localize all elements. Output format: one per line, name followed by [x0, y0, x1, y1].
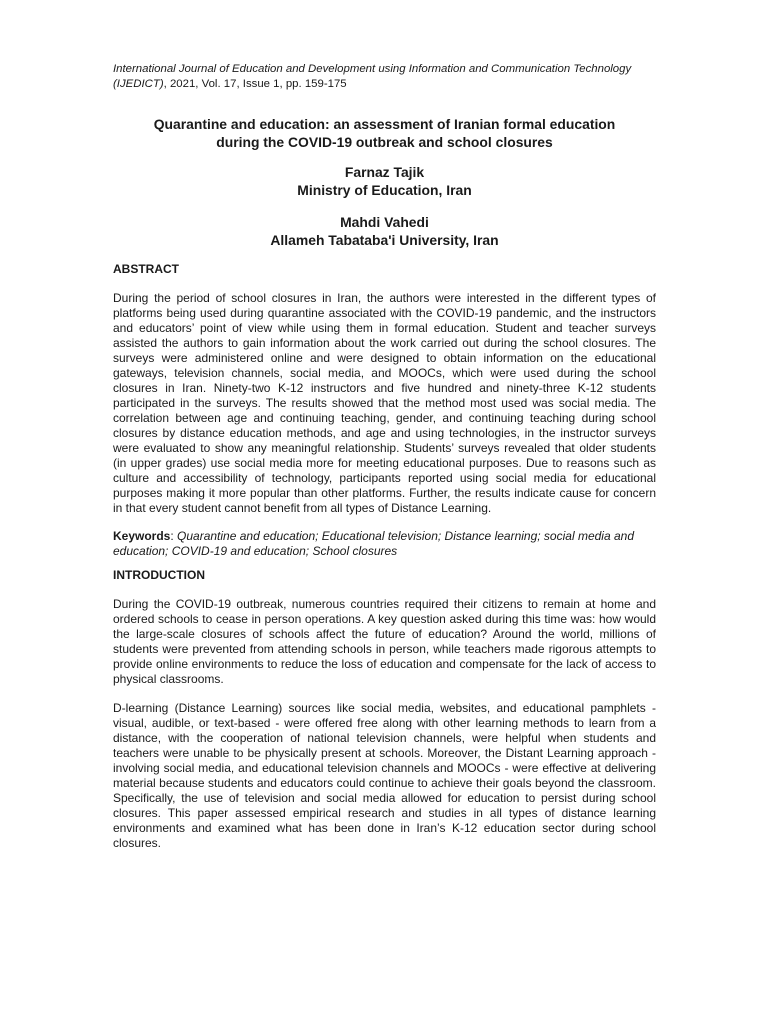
abstract-heading: ABSTRACT — [113, 262, 179, 276]
author-name: Farnaz Tajik — [344, 164, 425, 180]
keywords-list: Quarantine and education; Educational television; Distance learning; social media and education; COVID-19 and education; School closures — [113, 529, 634, 558]
paper-title — [113, 115, 656, 151]
introduction-paragraph-2: D-learning (Distance Learning) sources like social media, websites, and educational pamphlets - visual, audible, or text-based - were offered free along with other learning methods to learn from a distance, with the cooperation of national television channels, were helpful when students and teachers were unable to be physically present at schools. Moreover, the Distant Learning approach - involving social media, and educational television channels and MOOCs - were effective at delivering material because students and educators could continue to achieve their goals beyond the classroom. Specifically, the use of television and social media allowed for education to persist during school closures. This paper assessed empirical research and studies in all types of distance learning environments and examined what has been done in Iran’s K-12 education sector during school closures. — [113, 701, 656, 850]
keywords-separator: : — [170, 529, 178, 543]
abstract-text: During the period of school closures in Iran, the authors were interested in the different types of platforms being used during quarantine associated with the COVID-19 pandemic, and the instructors and educators’ point of view while using them in formal education. Student and teacher surveys assisted the authors to gain information about the work carried out during the school closures. The surveys were administered online and were designed to obtain information on the educational gateways, television channels, social media, and MOOCs, which were used during the school closures in Iran. Ninety-two K-12 instructors and five hundred and ninety-three K-12 students participated in the surveys. The results showed that the method most used was social media. The correlation between age and continuing teaching, gender, and continuing teaching during school closures by distance education methods, and age and using technologies, in the instructor surveys were evaluated to show any meaningful relationship. Students’ surveys revealed that older students (in upper grades) use social media more for meeting educational purposes. Due to reasons such as culture and accessibility of technology, participants reported using social media for educational purposes making it more popular than other platforms. Further, the results indicate cause for concern in that every student cannot benefit from all types of Distance Learning. — [113, 291, 656, 515]
paper-title-line-1: Quarantine and education: an assessment of Iranian formal education — [153, 116, 616, 132]
author-block-2 — [113, 213, 656, 249]
journal-name: International Journal of Education and Development using Information and Communication Technology (IJEDICT) — [113, 63, 632, 90]
keywords-label: Keywords — [113, 529, 171, 543]
journal-header — [113, 62, 656, 91]
journal-citation: , 2021, Vol. 17, Issue 1, pp. 159-175 — [163, 77, 347, 90]
introduction-paragraph-1: During the COVID-19 outbreak, numerous countries required their citizens to remain at home and ordered schools to cease in person operations. A key question asked during this time was: how would the large-scale closures of schools affect the future of education? Around the world, millions of students were prevented from attending schools in person, while teachers made rigorous attempts to provide online environments to reduce the loss of education and compensate for the lack of access to physical classrooms. — [113, 597, 656, 686]
paper-title-line-2: during the COVID-19 outbreak and school closures — [216, 134, 553, 150]
author-name: Mahdi Vahedi — [340, 214, 429, 230]
keywords — [113, 529, 656, 559]
author-affiliation: Allameh Tabataba'i University, Iran — [270, 232, 499, 248]
introduction-heading: INTRODUCTION — [113, 568, 205, 582]
author-block-1 — [113, 163, 656, 199]
author-affiliation: Ministry of Education, Iran — [297, 182, 472, 198]
paper-page — [113, 62, 656, 851]
